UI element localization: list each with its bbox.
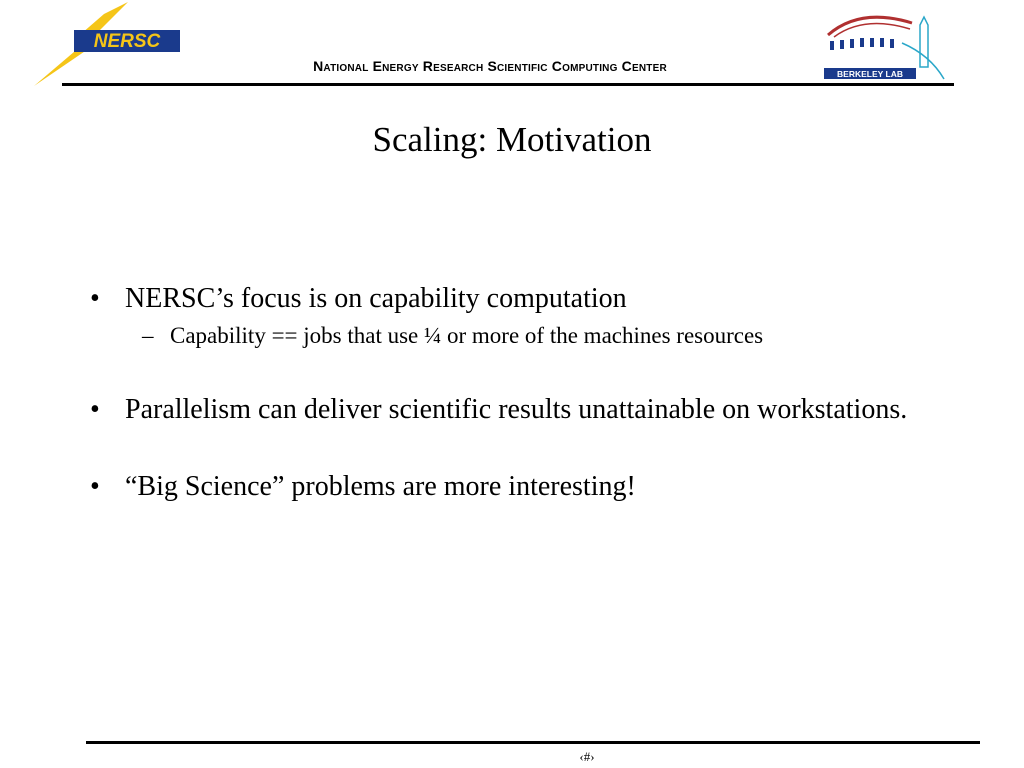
org-name: National Energy Research Scientific Computing Center xyxy=(313,58,667,74)
bullet-text: Parallelism can deliver scientific results unattainable on workstations. xyxy=(125,394,908,425)
sub-bullet-dash-icon: – xyxy=(142,323,154,348)
bullet-list xyxy=(90,280,950,505)
bullet-dot-icon: • xyxy=(90,471,100,502)
berkeley-lab-logo-text: BERKELEY LAB xyxy=(837,69,903,79)
slide-title: Scaling: Motivation xyxy=(372,120,652,159)
bullet-item xyxy=(90,468,950,505)
nersc-logo xyxy=(30,0,182,88)
nersc-logo-text: NERSC xyxy=(93,31,161,52)
footer-divider xyxy=(86,741,980,744)
bullet-item xyxy=(90,391,950,428)
sub-bullet-item xyxy=(90,321,950,351)
berkeley-lab-logo xyxy=(820,5,950,81)
bullet-dot-icon: • xyxy=(90,394,100,425)
header-divider xyxy=(62,83,954,86)
bullet-item xyxy=(90,280,950,317)
bullet-text: NERSC’s focus is on capability computation xyxy=(125,283,627,314)
page-number: ‹#› xyxy=(579,749,595,764)
bullet-dot-icon: • xyxy=(90,283,100,314)
sub-bullet-text: Capability == jobs that use ¼ or more of the machines resources xyxy=(170,323,764,348)
bullet-text: “Big Science” problems are more interesting! xyxy=(125,471,636,502)
